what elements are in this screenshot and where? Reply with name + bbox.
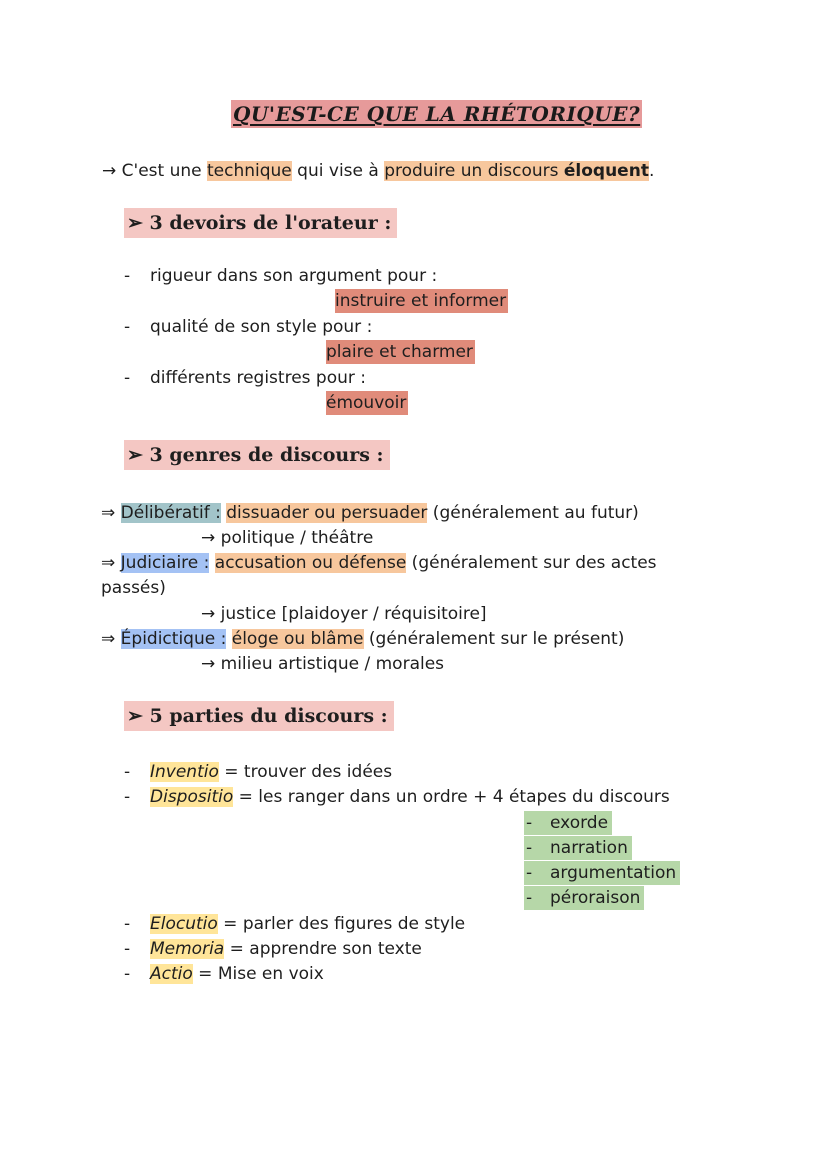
genre-judiciaire: ⇒ Judiciaire : accusation ou défense (généralement sur des actes xyxy=(101,553,657,573)
section-heading-genres: ➢ 3 genres de discours : xyxy=(124,440,390,470)
genre-cont: passés) xyxy=(101,578,166,598)
step-item: - exorde xyxy=(524,811,612,835)
step-item: - narration xyxy=(524,836,632,860)
highlight-technique: technique xyxy=(207,161,292,181)
page-title: QU'EST-CE QUE LA RHÉTORIQUE? xyxy=(233,102,641,126)
intro-line: → C'est une technique qui vise à produire un discours éloquent. xyxy=(102,161,655,181)
arrow-glyph: → xyxy=(102,161,117,181)
list-item: - Elocutio = parler des figures de style xyxy=(124,914,466,934)
genre-sub: → justice [plaidoyer / réquisitoire] xyxy=(201,604,487,624)
highlight-instruire: instruire et informer xyxy=(335,291,507,311)
genre-sub: → politique / théâtre xyxy=(201,528,374,548)
step-item: - argumentation xyxy=(524,861,680,885)
step-item: - péroraison xyxy=(524,886,644,910)
highlight-emouvoir: émouvoir xyxy=(326,393,407,413)
list-item: - différents registres pour : xyxy=(124,368,366,388)
genre-sub: → milieu artistique / morales xyxy=(201,654,445,674)
section-heading-devoirs: ➢ 3 devoirs de l'orateur : xyxy=(124,208,397,238)
section-heading-parties: ➢ 5 parties du discours : xyxy=(124,701,394,731)
list-item: - qualité de son style pour : xyxy=(124,317,373,337)
highlight-discours: produire un discours éloquent xyxy=(384,161,649,181)
list-item: - Dispositio = les ranger dans un ordre + 4 étapes du discours xyxy=(124,787,670,807)
genre-epidictique: ⇒ Épidictique : éloge ou blâme (généralement sur le présent) xyxy=(101,629,625,649)
highlight-plaire: plaire et charmer xyxy=(326,342,473,362)
list-item: - rigueur dans son argument pour : xyxy=(124,266,438,286)
list-item: - Inventio = trouver des idées xyxy=(124,762,393,782)
list-item: - Memoria = apprendre son texte xyxy=(124,939,422,959)
genre-deliberatif: ⇒ Délibératif : dissuader ou persuader (généralement au futur) xyxy=(101,503,639,523)
list-item: - Actio = Mise en voix xyxy=(124,964,324,984)
